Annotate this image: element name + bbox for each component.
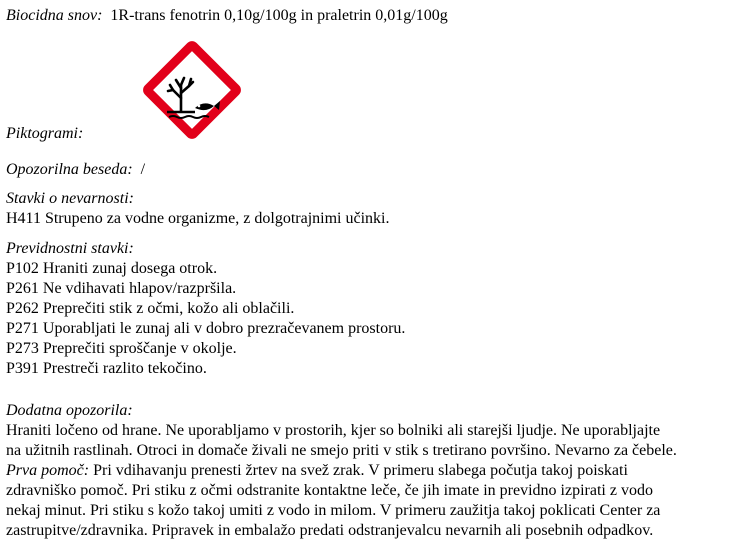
first-aid-line: nekaj minut. Pri stiku s kožo takoj umiti z vodo in milom. V primeru zaužitja takoj poklicati Center za xyxy=(6,502,661,519)
signal-word-value: / xyxy=(140,161,146,178)
additional-warning-line: na užitnih rastlinah. Otroci in domače živali ne smejo priti v stik s tretirano površino. Nevarno za čebele. xyxy=(6,442,677,459)
additional-warning-line: Hraniti ločeno od hrane. Ne uporabljamo v prostorih, kjer so bolniki ali starejši ljudje. Ne uporabljajte xyxy=(6,422,661,439)
first-aid-line: zdravniško pomoč. Pri stiku z očmi odstranite kontaktne leče, če jih imate in previdno izpirati z vodo xyxy=(6,482,653,499)
precautionary-statements-label: Previdnostni stavki: xyxy=(6,240,134,257)
biocide-row xyxy=(6,6,448,26)
hazard-statements-label: Stavki o nevarnosti: xyxy=(6,190,134,207)
hazard-statement: H411 Strupeno za vodne organizme, z dolgotrajnimi učinki. xyxy=(6,210,390,227)
precautionary-statement: P261 Ne vdihavati hlapov/razpršila. xyxy=(6,280,237,297)
first-aid-line: zastrupitve/zdravnika. Pripravek in embalažo predati odstranjevalcu nevarnih ali posebnih odpadkov. xyxy=(6,522,654,539)
signal-word-row xyxy=(6,160,145,180)
precautionary-statement: P273 Preprečiti sproščanje v okolje. xyxy=(6,340,237,357)
pictograms-label: Piktogrami: xyxy=(6,125,84,142)
first-aid-line: Pri vdihavanju prenesti žrtev na svež zrak. V primeru slabega počutja takoj poiskati xyxy=(93,462,628,479)
additional-warnings-label: Dodatna opozorila: xyxy=(6,402,133,419)
precautionary-statement: P271 Uporabljati le zunaj ali v dobro prezračevanem prostoru. xyxy=(6,320,406,337)
first-aid-row xyxy=(6,461,628,481)
first-aid-label: Prva pomoč: xyxy=(6,462,90,479)
biocide-value: 1R-trans fenotrin 0,10g/100g in praletrin 0,01g/100g xyxy=(110,7,448,24)
precautionary-statement: P391 Prestreči razlito tekočino. xyxy=(6,360,207,377)
signal-word-label: Opozorilna beseda: xyxy=(6,161,133,178)
biocide-label: Biocidna snov: xyxy=(6,7,103,24)
precautionary-statement: P102 Hraniti zunaj dosega otrok. xyxy=(6,260,218,277)
environment-hazard-icon xyxy=(140,38,244,142)
precautionary-statement: P262 Preprečiti stik z očmi, kožo ali oblačili. xyxy=(6,300,295,317)
